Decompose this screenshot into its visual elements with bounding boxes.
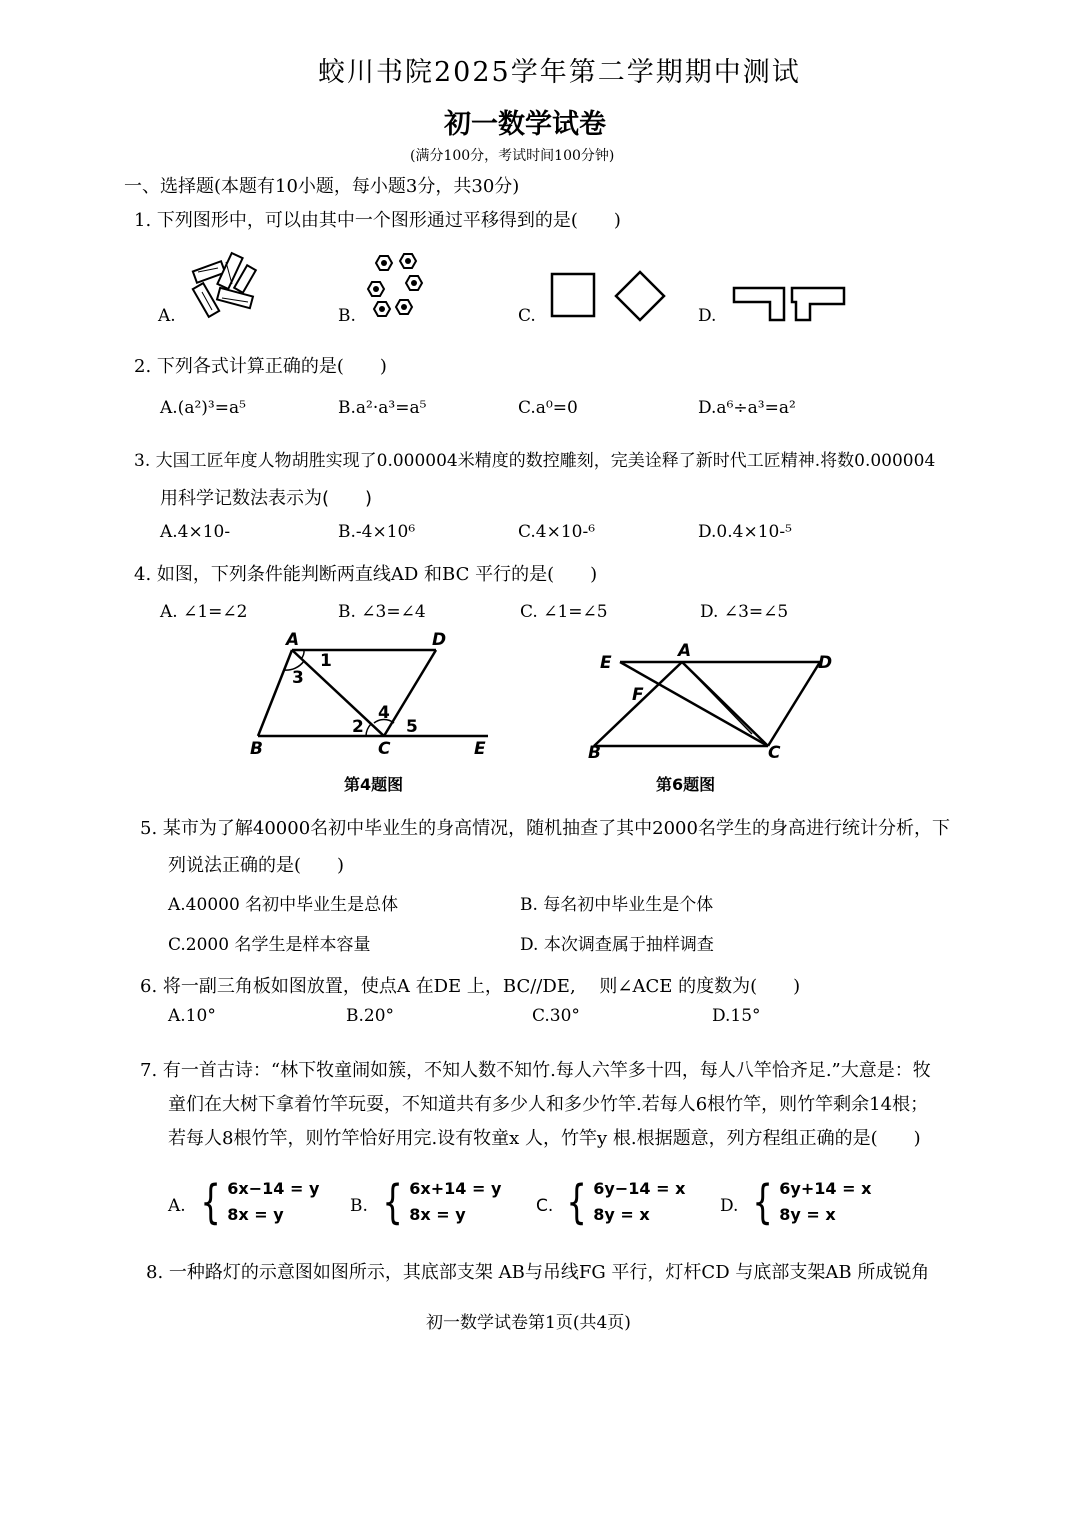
q7-option-c-system: { 6y−14 = x 8y = x — [566, 1175, 686, 1229]
q3-option-d: D.0.4×10-⁵ — [698, 522, 792, 542]
q3-option-b: B.-4×10⁶ — [338, 522, 416, 542]
q1-figure-b — [366, 250, 428, 322]
question-3-stem-line1: 3. 大国工匠年度人物胡胜实现了0.000004米精度的数控雕刻，完美诠释了新时代工匠精神.将数0.000004 — [134, 451, 936, 471]
q6-option-a: A.10° — [168, 1006, 216, 1026]
q2-option-d: D.a⁶÷a³=a² — [698, 398, 796, 418]
page-footer: 初一数学试卷第1页(共4页) — [426, 1313, 631, 1333]
q3-option-a: A.4×10- — [160, 522, 231, 542]
figure-q6 — [590, 640, 850, 764]
q1-figure-a — [188, 244, 262, 324]
q5-option-c: C.2000 名学生是样本容量 — [168, 935, 371, 955]
fig4-angle-2: 2 — [352, 717, 364, 737]
fig6-label-e: E — [600, 653, 612, 673]
fig4-angle-4: 4 — [378, 703, 390, 723]
q7-option-b-label: B. — [350, 1196, 368, 1216]
q7-option-d-label: D. — [720, 1196, 739, 1216]
q1-option-a-label: A. — [158, 306, 176, 326]
fig4-angle-5: 5 — [406, 717, 418, 737]
q7-a-equation-2: 8x = y — [227, 1205, 284, 1224]
question-5-stem-line2: 列说法正确的是( ) — [168, 855, 345, 876]
question-5-stem-line1: 5. 某市为了解40000名初中毕业生的身高情况，随机抽查了其中2000名学生的身高进行统计分析，下 — [140, 818, 950, 839]
fig4-label-a: A — [286, 630, 300, 650]
fig4-label-e: E — [474, 739, 486, 759]
question-2-stem: 2. 下列各式计算正确的是( ) — [134, 356, 387, 377]
question-7-stem-line1: 7. 有一首古诗：“林下牧童闹如簇，不知人数不知竹.每人六竿多十四，每人八竿恰齐足.”大意是：牧 — [140, 1060, 931, 1081]
q5-option-d: D. 本次调查属于抽样调查 — [520, 935, 714, 955]
q7-c-equation-2: 8y = x — [593, 1205, 650, 1224]
exam-note: (满分100分，考试时间100分钟) — [410, 148, 615, 164]
question-4-stem: 4. 如图，下列条件能判断两直线AD 和BC 平行的是( ) — [134, 564, 598, 585]
fig6-label-a: A — [678, 641, 692, 661]
q4-option-d: D. ∠3=∠5 — [700, 602, 789, 622]
q7-d-equation-1: 6y+14 = x — [779, 1179, 872, 1198]
q7-option-a-label: A. — [168, 1196, 186, 1216]
question-3-stem-line2: 用科学记数法表示为( ) — [160, 488, 373, 509]
section-heading: 一、选择题(本题有10小题，每小题3分，共30分) — [124, 176, 520, 197]
q5-option-a: A.40000 名初中毕业生是总体 — [168, 895, 399, 915]
figure-q4 — [244, 628, 500, 758]
fig6-label-c: C — [768, 743, 781, 763]
q3-option-c: C.4×10-⁶ — [518, 522, 596, 542]
q7-option-a-system: { 6x−14 = y 8x = y — [200, 1175, 320, 1229]
question-7-stem-line2: 童们在大树下拿着竹竿玩耍，不知道共有多少人和多少竹竿.若每人6根竹竿，则竹竿剩余14根； — [168, 1094, 929, 1115]
fig4-label-c: C — [378, 739, 391, 759]
q2-option-b: B.a²·a³=a⁵ — [338, 398, 427, 418]
question-1-stem: 1. 下列图形中，可以由其中一个图形通过平移得到的是( ) — [134, 210, 621, 231]
fig4-label-b: B — [250, 739, 263, 759]
q4-option-a: A. ∠1=∠2 — [160, 602, 248, 622]
q7-d-equation-2: 8y = x — [779, 1205, 836, 1224]
q7-b-equation-1: 6x+14 = y — [409, 1179, 502, 1198]
fig4-label-d: D — [432, 630, 447, 650]
question-7-stem-line3: 若每人8根竹竿，则竹竿恰好用完.设有牧童x 人，竹竿y 根.根据题意，列方程组正确的是( ) — [168, 1128, 921, 1149]
q6-option-d: D.15° — [712, 1006, 761, 1026]
figure-q4-caption: 第4题图 — [344, 775, 404, 794]
subject-title: 初一数学试卷 — [444, 109, 606, 140]
fig6-label-b: B — [588, 743, 601, 763]
question-6-stem: 6. 将一副三角板如图放置，使点A 在DE 上，BC//DE, 则∠ACE 的度数为( ) — [140, 976, 801, 997]
question-8-stem: 8. 一种路灯的示意图如图所示，其底部支架 AB与吊线FG 平行，灯杆CD 与底部支架AB 所成锐角 — [146, 1262, 930, 1283]
school-title: 蛟川书院2025学年第二学期期中测试 — [318, 57, 801, 88]
figure-q6-caption: 第6题图 — [656, 775, 716, 794]
q2-option-a: A.(a²)³=a⁵ — [160, 398, 246, 418]
q7-option-d-system: { 6y+14 = x 8y = x — [752, 1175, 872, 1229]
q1-figure-d — [730, 284, 848, 326]
q7-a-equation-1: 6x−14 = y — [227, 1179, 320, 1198]
q7-option-c-label: C. — [536, 1196, 554, 1216]
q6-option-c: C.30° — [532, 1006, 580, 1026]
fig4-angle-1: 1 — [320, 651, 332, 671]
fig4-angle-3: 3 — [292, 668, 304, 688]
fig6-label-d: D — [818, 653, 833, 673]
q5-option-b: B. 每名初中毕业生是个体 — [520, 895, 714, 915]
q2-option-c: C.a⁰=0 — [518, 398, 578, 418]
q4-option-c: C. ∠1=∠5 — [520, 602, 608, 622]
q1-figure-c — [548, 268, 668, 324]
q4-option-b: B. ∠3=∠4 — [338, 602, 426, 622]
q7-option-b-system: { 6x+14 = y 8x = y — [382, 1175, 502, 1229]
q1-option-c-label: C. — [518, 306, 536, 326]
fig6-label-f: F — [632, 685, 644, 705]
q6-option-b: B.20° — [346, 1006, 395, 1026]
q1-option-b-label: B. — [338, 306, 356, 326]
q7-b-equation-2: 8x = y — [409, 1205, 466, 1224]
q1-option-d-label: D. — [698, 306, 717, 326]
q7-c-equation-1: 6y−14 = x — [593, 1179, 686, 1198]
